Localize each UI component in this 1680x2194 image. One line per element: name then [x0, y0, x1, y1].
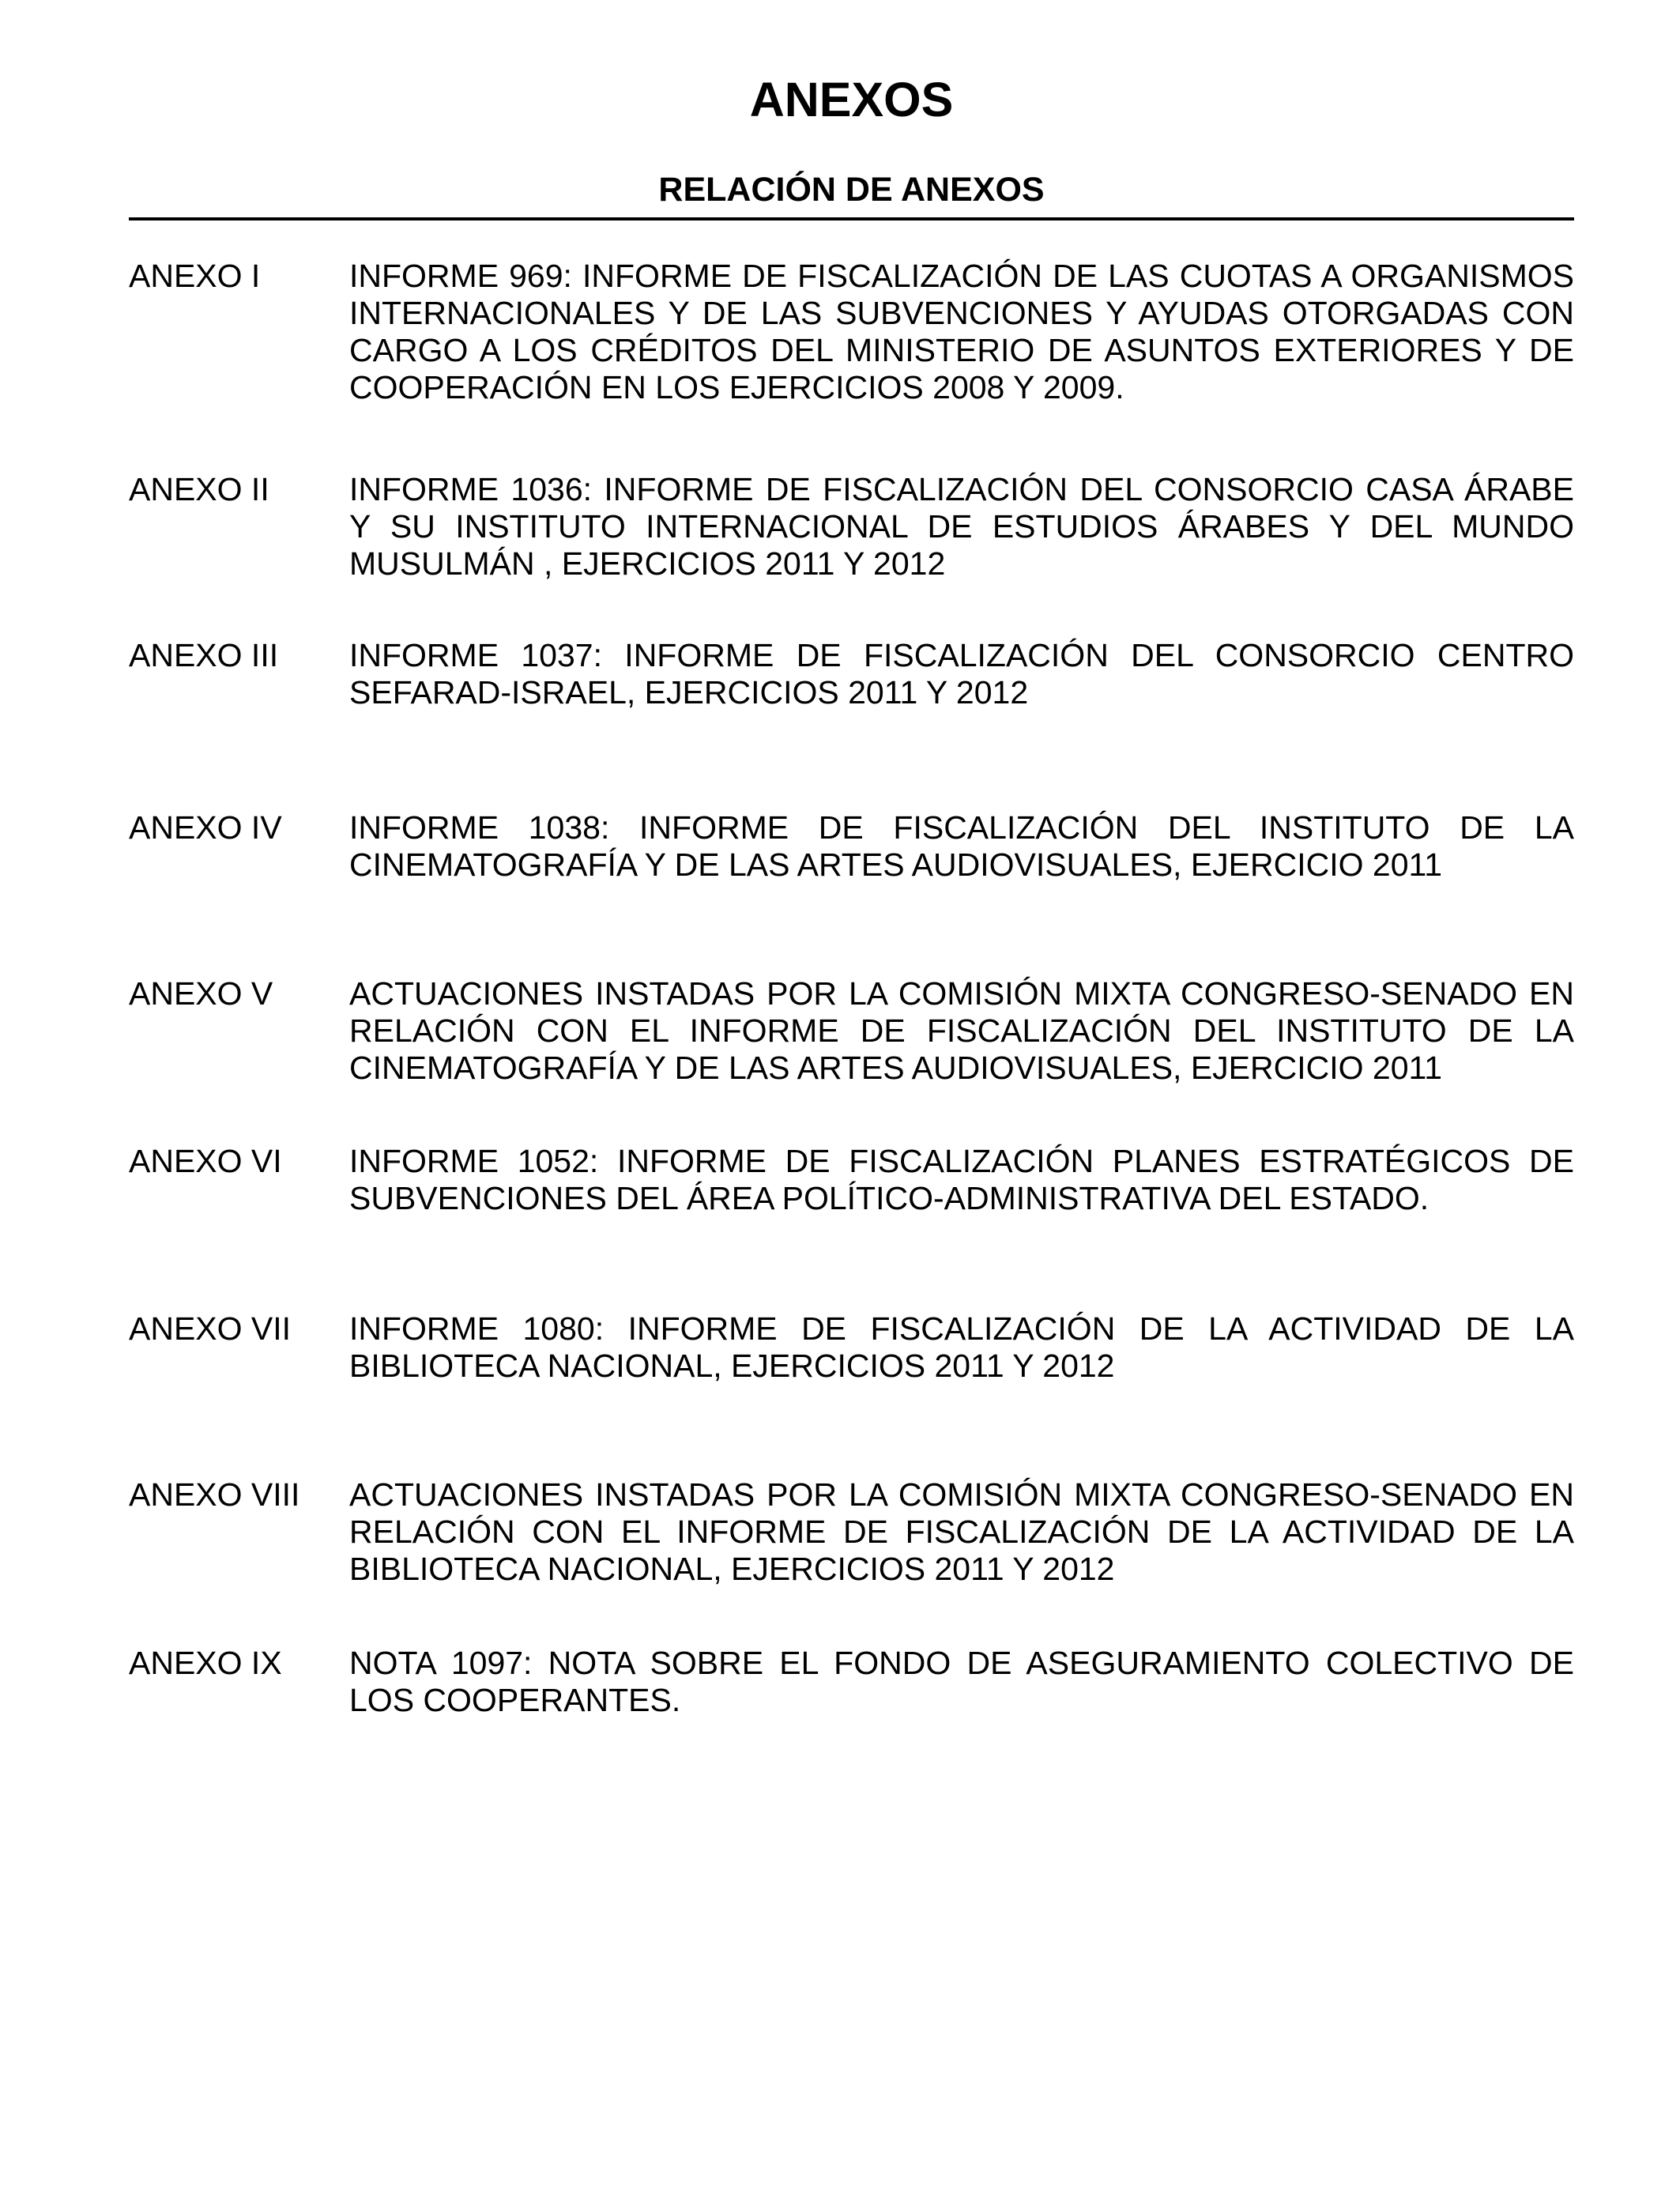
annex-entry-label: ANEXO VII — [129, 1310, 292, 1347]
annex-entry-label: ANEXO VIII — [129, 1476, 300, 1513]
annex-entry-description: INFORME 969: INFORME DE FISCALIZACIÓN DE LAS CUOTAS A ORGANISMOS INTERNACIONALES Y DE LAS SUBVENCIONES Y AYUDAS OTORGADAS CON CARGO A LOS CRÉDITOS DEL MINISTERIO DE ASUNTOS EXTERIORES Y DE COOPERACIÓN EN LOS EJERCICIOS 2008 Y 2009. — [349, 258, 1574, 405]
annex-entry-label: ANEXO III — [129, 637, 279, 673]
annex-entry-label: ANEXO V — [129, 975, 273, 1012]
annex-entry — [129, 637, 1574, 711]
annex-entry-description: NOTA 1097: NOTA SOBRE EL FONDO DE ASEGURAMIENTO COLECTIVO DE LOS COOPERANTES. — [349, 1645, 1574, 1718]
annex-entry-label: ANEXO VI — [129, 1143, 282, 1179]
annex-entry-description: INFORME 1036: INFORME DE FISCALIZACIÓN DEL CONSORCIO CASA ÁRABE Y SU INSTITUTO INTERNACIONAL DE ESTUDIOS ÁRABES Y DEL MUNDO MUSULMÁN , EJERCICIOS 2011 Y 2012 — [349, 471, 1574, 582]
annex-entry — [129, 258, 1574, 406]
annex-entry — [129, 1310, 1574, 1385]
annex-entry-label: ANEXO II — [129, 471, 269, 507]
annex-entry-description: INFORME 1038: INFORME DE FISCALIZACIÓN DEL INSTITUTO DE LA CINEMATOGRAFÍA Y DE LAS ARTES AUDIOVISUALES, EJERCICIO 2011 — [349, 809, 1574, 883]
annex-entry-description: INFORME 1037: INFORME DE FISCALIZACIÓN DEL CONSORCIO CENTRO SEFARAD-ISRAEL, EJERCICIOS 2011 Y 2012 — [349, 637, 1574, 711]
annex-entry-description: INFORME 1080: INFORME DE FISCALIZACIÓN DE LA ACTIVIDAD DE LA BIBLIOTECA NACIONAL, EJERCICIOS 2011 Y 2012 — [349, 1310, 1574, 1384]
annex-entry — [129, 471, 1574, 582]
annex-list-heading: RELACIÓN DE ANEXOS — [658, 171, 1045, 209]
annex-entry-description: INFORME 1052: INFORME DE FISCALIZACIÓN PLANES ESTRATÉGICOS DE SUBVENCIONES DEL ÁREA POLÍTICO-ADMINISTRATIVA DEL ESTADO. — [349, 1143, 1574, 1216]
annex-entry — [129, 1143, 1574, 1217]
annex-entry-description: ACTUACIONES INSTADAS POR LA COMISIÓN MIXTA CONGRESO-SENADO EN RELACIÓN CON EL INFORME DE FISCALIZACIÓN DE LA ACTIVIDAD DE LA BIBLIOTECA NACIONAL, EJERCICIOS 2011 Y 2012 — [349, 1476, 1574, 1587]
annex-entry — [129, 809, 1574, 884]
annex-entry-label: ANEXO IV — [129, 809, 282, 846]
annex-entry-label: ANEXO IX — [129, 1645, 282, 1681]
annex-entry — [129, 1476, 1574, 1588]
annex-entry-description: ACTUACIONES INSTADAS POR LA COMISIÓN MIXTA CONGRESO-SENADO EN RELACIÓN CON EL INFORME DE FISCALIZACIÓN DEL INSTITUTO DE LA CINEMATOGRAFÍA Y DE LAS ARTES AUDIOVISUALES, EJERCICIO 2011 — [349, 975, 1574, 1086]
document-title: ANEXOS — [749, 73, 954, 126]
annex-list — [129, 258, 1574, 1719]
document-header — [129, 74, 1574, 221]
annex-entry — [129, 975, 1574, 1087]
annex-entry — [129, 1645, 1574, 1719]
annex-list-heading-underline — [129, 171, 1574, 221]
annex-entry-label: ANEXO I — [129, 258, 261, 294]
